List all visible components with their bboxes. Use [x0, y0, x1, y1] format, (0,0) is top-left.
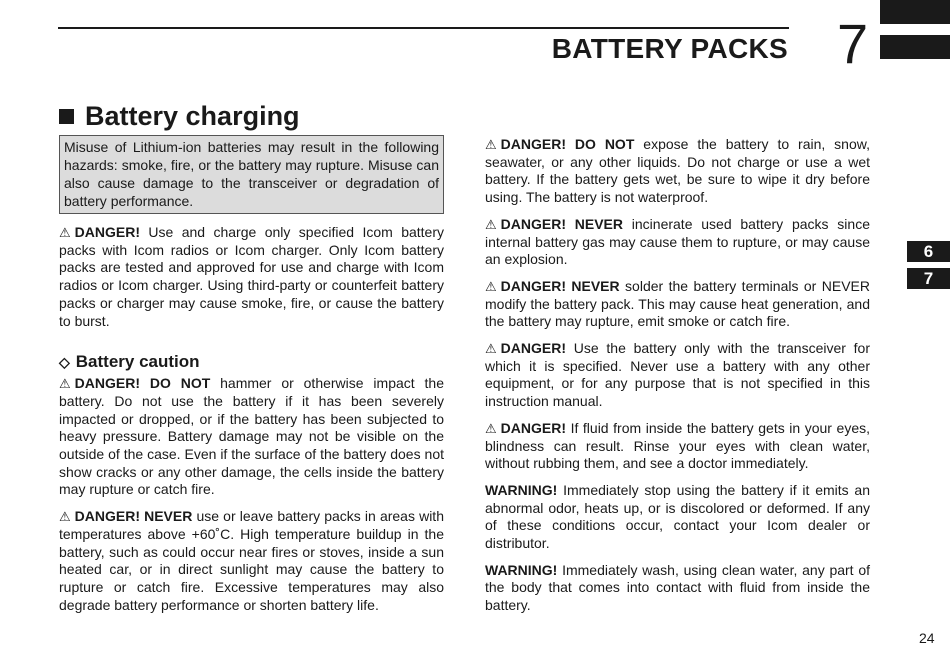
- warning-paragraph: WARNING! Immediately wash, using clean water, any part of the body that comes into contact with fluid from inside the battery.: [485, 561, 870, 614]
- danger-paragraph: ⚠ DANGER! If fluid from inside the battery gets in your eyes, blindness can result. Rinse your eyes with clean water, without rubbing them, and see a doctor immediately.: [485, 419, 870, 472]
- warning-triangle-icon: ⚠: [485, 341, 497, 357]
- danger-paragraph: ⚠ DANGER! NEVER solder the battery terminals or NEVER modify the battery pack. This may cause heat generation, and the battery may rupture, emit smoke or catch fire.: [485, 277, 870, 330]
- side-tab-7[interactable]: 7: [907, 268, 950, 289]
- warning-triangle-icon: ⚠: [485, 278, 497, 294]
- warning-triangle-icon: ⚠: [59, 225, 71, 240]
- misuse-warning-box: Misuse of Lithium-ion batteries may result in the following hazards: smoke, fire, or the battery may rupture. Misuse can also cause damage to the transceiver or degradation of battery performance.: [59, 135, 444, 214]
- page-number: 24: [919, 630, 935, 646]
- danger-paragraph: ⚠ DANGER! DO NOT hammer or otherwise impact the battery. Do not use the battery if it has been severely impacted or dropped, or if the battery has been subjected to heavy pressure. Battery damage may not be visible on the outside of the case. Even if the surface of the battery does not show cracks or any other damage, the cells inside the battery may rupture or catch fire.: [59, 375, 444, 498]
- danger-paragraph: ⚠ DANGER! NEVER use or leave battery packs in areas with temperatures above +60˚C. High temperature buildup in the battery, such as could occur near fires or stoves, inside a sun heated car, or in direct sunlight may cause the battery to rupture or catch fire. Excessive temperatures may also degrade battery performance or shorten battery life.: [59, 508, 444, 613]
- warning-triangle-icon: ⚠: [485, 137, 497, 152]
- page-title: BATTERY PACKS: [551, 33, 788, 64]
- side-tab-6[interactable]: 6: [907, 241, 950, 262]
- right-column: [485, 136, 870, 624]
- left-column: [59, 224, 444, 623]
- warning-paragraph: WARNING! Immediately stop using the battery if it emits an abnormal odor, heats up, or is discolored or deformed. If any of these conditions occur, contact your Icom dealer or distributor.: [485, 481, 870, 552]
- chapter-number: 7: [837, 12, 869, 75]
- danger-paragraph: ⚠ DANGER! DO NOT expose the battery to rain, snow, seawater, or any other liquids. Do not charge or use a wet battery. If the battery gets wet, be sure to wipe it dry before using. The battery is not waterproof.: [485, 136, 870, 206]
- warning-triangle-icon: ⚠: [485, 420, 497, 436]
- subheading: ◇ Battery caution: [59, 352, 200, 372]
- section-heading: [59, 99, 300, 133]
- square-bullet-icon: [59, 109, 74, 124]
- warning-triangle-icon: ⚠: [59, 509, 71, 525]
- diamond-bullet-icon: ◇: [59, 354, 70, 371]
- danger-paragraph: ⚠ DANGER! Use the battery only with the transceiver for which it is specified. Never use a battery with any other equipment, or for any purpose that is not specified in this instruction manual.: [485, 340, 870, 410]
- danger-paragraph: ⚠ DANGER! Use and charge only specified Icom battery packs with Icom radios or Icom charger. Only Icom battery packs are tested and approved for use and charge with Icom radios or Icom charger. Using third-party or counterfeit battery packs or charger may cause smoke, fire, or cause the battery to burst.: [59, 224, 444, 329]
- danger-paragraph: ⚠ DANGER! NEVER incinerate used battery packs since internal battery gas may cause them to rupture, or may cause an explosion.: [485, 215, 870, 268]
- warning-triangle-icon: ⚠: [485, 216, 497, 232]
- header-rule: [58, 27, 789, 29]
- chapter-tab-bar-top: [880, 0, 950, 24]
- warning-triangle-icon: ⚠: [59, 376, 71, 392]
- chapter-tab-bar-bottom: [880, 35, 950, 59]
- section-title: Battery charging: [85, 101, 300, 131]
